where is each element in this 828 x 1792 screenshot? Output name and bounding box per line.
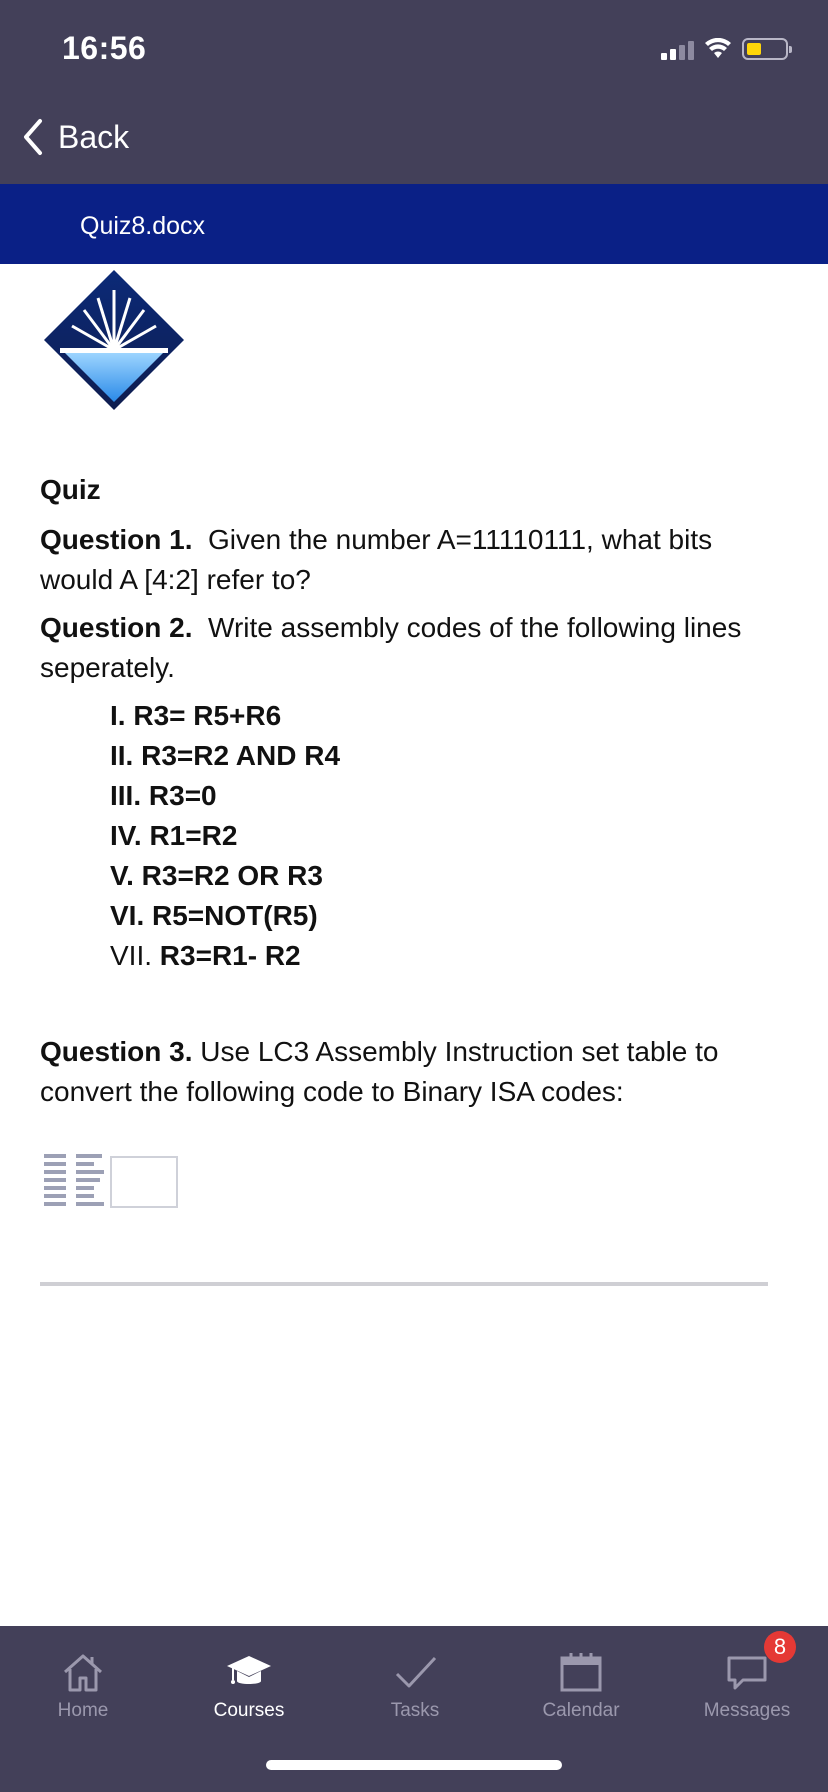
- status-time: 16:56: [62, 30, 147, 66]
- list-item: III. R3=0: [110, 780, 217, 811]
- question-1: [40, 520, 788, 600]
- list-item: IV. R1=R2: [110, 820, 238, 851]
- list-item: VII. R3=R1- R2: [110, 940, 301, 971]
- tab-label: Calendar: [542, 1700, 620, 1721]
- empty-table-box: [110, 1156, 178, 1208]
- tab-label: Home: [57, 1700, 109, 1721]
- list-item: II. R3=R2 AND R4: [110, 740, 341, 771]
- question-3: [40, 1032, 788, 1112]
- document-header: [0, 184, 828, 264]
- wifi-icon: [704, 38, 732, 60]
- tab-label: Messages: [703, 1700, 791, 1721]
- university-logo: [42, 268, 186, 412]
- list-item: VI. R5=NOT(R5): [110, 900, 318, 931]
- question-2-label: Question 2.: [40, 612, 193, 643]
- tab-messages[interactable]: [664, 1626, 828, 1736]
- tab-courses[interactable]: [166, 1626, 332, 1736]
- calendar-icon: [557, 1648, 605, 1696]
- quiz-heading: Quiz: [40, 474, 101, 505]
- tab-tasks[interactable]: [332, 1626, 498, 1736]
- graduation-cap-icon: [225, 1648, 273, 1696]
- messages-badge: 8: [764, 1631, 796, 1663]
- checkmark-icon: [391, 1648, 439, 1696]
- question-2-items: [110, 696, 788, 976]
- question-3-text: Use LC3 Assembly Instruction set table to convert the following code to Binary ISA codes:: [40, 1036, 719, 1107]
- question-2: [40, 608, 788, 688]
- question-1-text: Given the number A=11110111, what bits would A [4:2] refer to?: [40, 524, 713, 595]
- top-bar: [0, 0, 828, 184]
- home-icon: [59, 1648, 107, 1696]
- chat-bubble-icon: [723, 1648, 771, 1696]
- tab-label: Courses: [213, 1700, 285, 1721]
- home-indicator: [266, 1760, 562, 1770]
- back-label: Back: [58, 118, 130, 155]
- question-3-label: Question 3.: [40, 1036, 193, 1067]
- back-button[interactable]: [22, 118, 129, 156]
- tab-label: Tasks: [390, 1700, 440, 1721]
- battery-icon: [742, 38, 788, 60]
- divider: [40, 1282, 768, 1286]
- embedded-code-image[interactable]: [44, 1154, 184, 1218]
- code-lines-thumbnail: [44, 1154, 110, 1210]
- document-title: Quiz8.docx: [80, 212, 206, 240]
- tab-calendar[interactable]: [498, 1626, 664, 1736]
- chevron-left-icon: [22, 118, 44, 156]
- signal-icon: [661, 38, 694, 60]
- tab-bar: [0, 1626, 828, 1792]
- document-content: [40, 470, 788, 976]
- list-item: I. R3= R5+R6: [110, 700, 282, 731]
- status-icons: [661, 34, 788, 64]
- tab-home[interactable]: [0, 1626, 166, 1736]
- question-1-label: Question 1.: [40, 524, 193, 555]
- list-item: V. R3=R2 OR R3: [110, 860, 323, 891]
- question-2-text: Write assembly codes of the following lines seperately.: [40, 612, 742, 683]
